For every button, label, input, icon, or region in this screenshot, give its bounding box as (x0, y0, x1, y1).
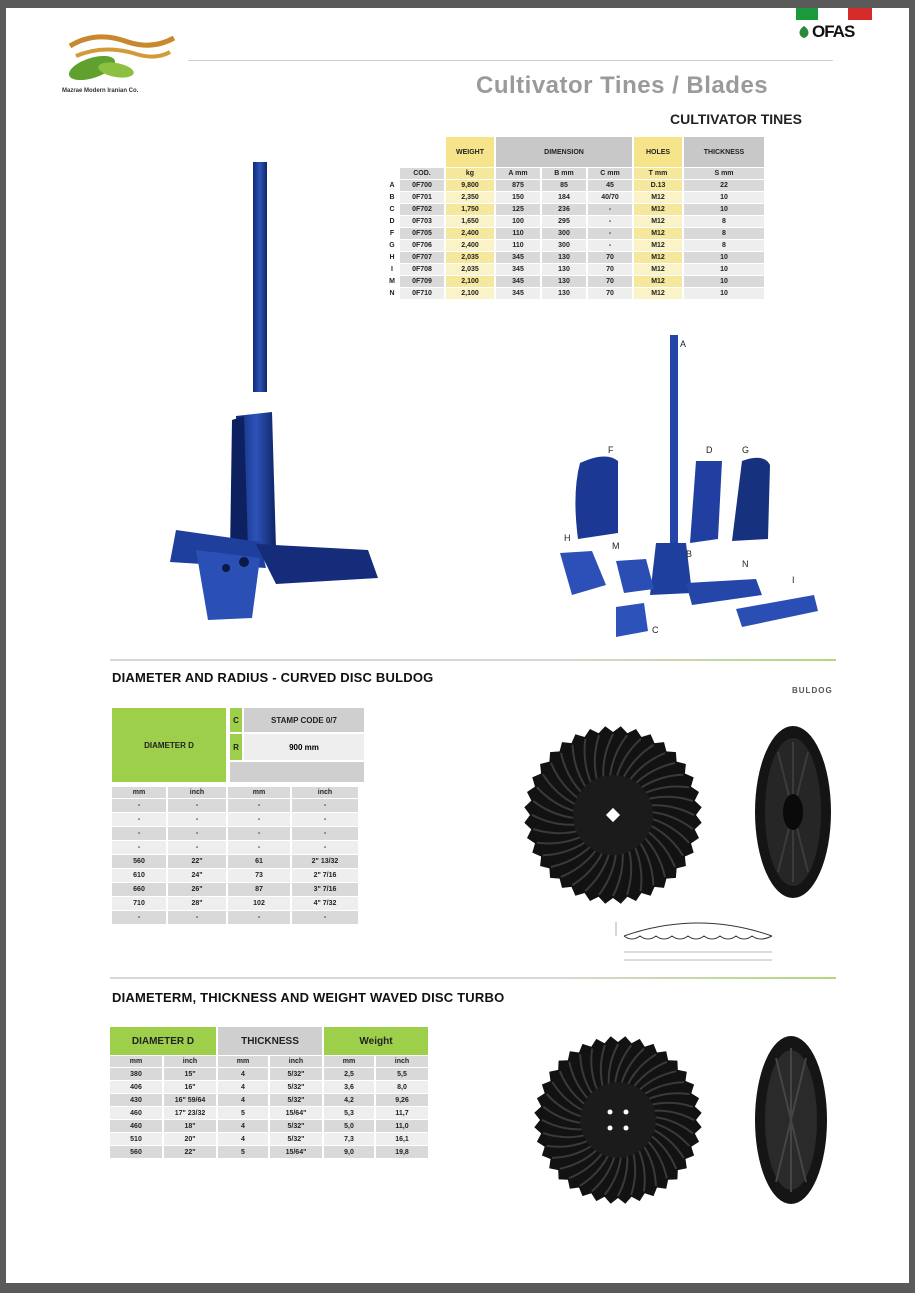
table-cell: 16,1 (376, 1133, 428, 1145)
table-cell: 70 (588, 276, 632, 287)
row-letter: F (389, 230, 395, 237)
tine-parts-image (546, 333, 826, 643)
buldog-row (112, 827, 358, 840)
table-cell: 9,0 (324, 1146, 374, 1158)
table-cell: - (292, 813, 358, 826)
table-cell: 15" (164, 1068, 216, 1080)
table-cell: 1,750 (446, 204, 494, 215)
table-cell: 0F705 (400, 228, 444, 239)
table-cell: - (588, 228, 632, 239)
table-cell: 20" (164, 1133, 216, 1145)
part-label-d: D (706, 445, 713, 455)
buldog-row (112, 911, 358, 924)
part-label-g: G (742, 445, 750, 455)
table-cell: 345 (496, 252, 540, 263)
table-cell: 125 (496, 204, 540, 215)
part-label-i: I (792, 575, 795, 585)
table-cell: - (292, 799, 358, 812)
table-cell: 5/32" (270, 1094, 322, 1106)
table-cell: M12 (634, 216, 682, 227)
buldog-row (112, 897, 358, 910)
tines-row (386, 240, 764, 251)
table-cell: 7,3 (324, 1133, 374, 1145)
table-cell: 5/32" (270, 1133, 322, 1145)
table-cell: 110 (496, 228, 540, 239)
table-cell: 11,0 (376, 1120, 428, 1132)
col-kg: kg (446, 168, 494, 179)
table-cell: - (112, 841, 166, 854)
turbo-row (110, 1081, 428, 1093)
table-cell: 5 (218, 1146, 268, 1158)
stamp-code: STAMP CODE 0/7 (244, 708, 364, 732)
table-cell: 345 (496, 276, 540, 287)
table-cell: - (112, 813, 166, 826)
table-cell: - (228, 813, 290, 826)
table-cell: 406 (110, 1081, 162, 1093)
table-cell: 2,100 (446, 288, 494, 299)
table-cell: D.13 (634, 180, 682, 191)
table-cell: 70 (588, 264, 632, 275)
table-cell: - (112, 911, 166, 924)
tines-row (386, 192, 764, 203)
table-cell: 2" 7/16 (292, 869, 358, 882)
buldog-unit-inch: inch (168, 787, 226, 798)
row-letter: G (389, 242, 395, 249)
tines-row (386, 204, 764, 215)
table-cell: 1,650 (446, 216, 494, 227)
table-cell: 130 (542, 252, 586, 263)
table-cell: 460 (110, 1107, 162, 1119)
col-c: C mm (588, 168, 632, 179)
turbo-unit-0: mm (110, 1056, 162, 1067)
table-cell: 300 (542, 228, 586, 239)
table-cell: 0F710 (400, 288, 444, 299)
part-label-n: N (742, 559, 749, 569)
table-cell: - (228, 827, 290, 840)
table-cell: M12 (634, 240, 682, 251)
buldog-section-title: DIAMETER AND RADIUS - CURVED DISC BULDOG (112, 670, 434, 685)
table-cell: M12 (634, 204, 682, 215)
table-cell: 345 (496, 264, 540, 275)
row-letter: N (389, 290, 395, 297)
part-label-a: A (680, 339, 687, 349)
table-cell: - (292, 911, 358, 924)
turbo-unit-3: inch (270, 1056, 322, 1067)
turbo-unit-5: inch (376, 1056, 428, 1067)
table-cell: - (228, 911, 290, 924)
table-cell: 236 (542, 204, 586, 215)
turbo-unit-4: mm (324, 1056, 374, 1067)
part-label-b: B (686, 549, 693, 559)
table-cell: M12 (634, 252, 682, 263)
table-cell: - (292, 827, 358, 840)
partner-logo (796, 8, 876, 48)
table-cell: 3,6 (324, 1081, 374, 1093)
table-cell: - (588, 240, 632, 251)
buldog-unit-mm: mm (112, 787, 166, 798)
row-letter: H (389, 254, 395, 261)
table-cell: 875 (496, 180, 540, 191)
table-cell: - (112, 827, 166, 840)
table-cell: 710 (112, 897, 166, 910)
table-cell: 5/32" (270, 1120, 322, 1132)
buldog-row (112, 841, 358, 854)
table-cell: 45 (588, 180, 632, 191)
header-rule (188, 60, 833, 61)
turbo-weight-header: Weight (324, 1027, 428, 1055)
table-cell: 4 (218, 1081, 268, 1093)
col-s: S mm (684, 168, 764, 179)
turbo-row (110, 1120, 428, 1132)
table-cell: 610 (112, 869, 166, 882)
turbo-row (110, 1068, 428, 1080)
table-cell: 18" (164, 1120, 216, 1132)
table-cell: 430 (110, 1094, 162, 1106)
turbo-row (110, 1094, 428, 1106)
table-cell: 10 (684, 192, 764, 203)
turbo-unit-1: inch (164, 1056, 216, 1067)
col-a: A mm (496, 168, 540, 179)
table-cell: 4 (218, 1133, 268, 1145)
table-cell: 16" 59/64 (164, 1094, 216, 1106)
col-cod: COD. (400, 168, 444, 179)
table-cell: 11,7 (376, 1107, 428, 1119)
table-cell: 4" 7/32 (292, 897, 358, 910)
table-cell: M12 (634, 276, 682, 287)
buldog-table (112, 708, 368, 925)
table-cell: 85 (542, 180, 586, 191)
company-logo (56, 22, 186, 102)
part-label-f: F (608, 445, 614, 455)
table-cell: - (588, 204, 632, 215)
table-cell: 0F708 (400, 264, 444, 275)
table-cell: 380 (110, 1068, 162, 1080)
table-cell: 9,800 (446, 180, 494, 191)
row-letter: D (389, 218, 395, 225)
table-cell: 15/64" (270, 1146, 322, 1158)
weight-header: WEIGHT (446, 137, 494, 167)
turbo-row (110, 1107, 428, 1119)
part-label-m: M (612, 541, 620, 551)
table-cell: 100 (496, 216, 540, 227)
page-subtitle: CULTIVATOR TINES (670, 111, 802, 127)
table-cell: 0F706 (400, 240, 444, 251)
ofas-leaf-icon (796, 25, 812, 39)
table-cell: 8 (684, 216, 764, 227)
table-cell: 5 (218, 1107, 268, 1119)
buldog-row (112, 869, 358, 882)
table-cell: 87 (228, 883, 290, 896)
italian-flag-icon (796, 8, 876, 22)
table-cell: M12 (634, 264, 682, 275)
page-title: Cultivator Tines / Blades (476, 72, 769, 99)
turbo-section-title: DIAMETERM, THICKNESS AND WEIGHT WAVED DISC TURBO (112, 990, 505, 1005)
table-cell: - (168, 799, 226, 812)
buldog-row (112, 799, 358, 812)
table-cell: 5,3 (324, 1107, 374, 1119)
table-cell: 2,100 (446, 276, 494, 287)
table-cell: 0F703 (400, 216, 444, 227)
table-cell: 300 (542, 240, 586, 251)
table-cell: - (168, 827, 226, 840)
table-cell: M12 (634, 192, 682, 203)
radius-value: 900 mm (244, 734, 364, 760)
table-cell: 110 (496, 240, 540, 251)
table-cell: - (228, 841, 290, 854)
table-cell: 4 (218, 1120, 268, 1132)
table-cell: 345 (496, 288, 540, 299)
table-cell: 22 (684, 180, 764, 191)
turbo-unit-2: mm (218, 1056, 268, 1067)
table-cell: 10 (684, 264, 764, 275)
holes-header: HOLES (634, 137, 682, 167)
catalog-page (6, 8, 909, 1283)
tines-table (384, 136, 766, 300)
table-cell: 130 (542, 276, 586, 287)
tines-row (386, 180, 764, 191)
table-cell: 19,8 (376, 1146, 428, 1158)
table-cell: 4 (218, 1094, 268, 1106)
row-letter: M (389, 278, 395, 285)
table-cell: 5,5 (376, 1068, 428, 1080)
part-label-c: C (652, 625, 659, 635)
table-cell: 2,035 (446, 252, 494, 263)
turbo-table (108, 1026, 430, 1159)
table-cell: - (292, 841, 358, 854)
part-label-h: H (564, 533, 571, 543)
table-cell: 0F702 (400, 204, 444, 215)
table-cell: 10 (684, 288, 764, 299)
section-divider-buldog (110, 659, 836, 661)
table-cell: 2,400 (446, 240, 494, 251)
table-cell: 4 (218, 1068, 268, 1080)
table-cell: 560 (112, 855, 166, 868)
table-cell: 8 (684, 228, 764, 239)
table-cell: 2,350 (446, 192, 494, 203)
table-cell: 73 (228, 869, 290, 882)
table-cell: 460 (110, 1120, 162, 1132)
table-cell: 10 (684, 204, 764, 215)
table-cell: 5,0 (324, 1120, 374, 1132)
table-cell: 2,400 (446, 228, 494, 239)
thickness-header: THICKNESS (684, 137, 764, 167)
tines-row (386, 252, 764, 263)
table-cell: 26" (168, 883, 226, 896)
row-letter: I (391, 266, 393, 273)
table-cell: 130 (542, 264, 586, 275)
table-cell: - (588, 216, 632, 227)
buldog-side-label: BULDOG (792, 686, 833, 695)
table-cell: 295 (542, 216, 586, 227)
col-b: B mm (542, 168, 586, 179)
buldog-row (112, 883, 358, 896)
table-cell: 24" (168, 869, 226, 882)
turbo-diameter-header: DIAMETER D (110, 1027, 216, 1055)
table-cell: 5/32" (270, 1081, 322, 1093)
table-cell: 560 (110, 1146, 162, 1158)
row-letter: C (389, 206, 395, 213)
table-cell: 70 (588, 252, 632, 263)
table-cell: 70 (588, 288, 632, 299)
table-cell: M12 (634, 288, 682, 299)
table-cell: 9,26 (376, 1094, 428, 1106)
partner-name: OFAS (812, 22, 855, 41)
table-cell: 3" 7/16 (292, 883, 358, 896)
r-label: R (230, 734, 242, 760)
dimension-header: DIMENSION (496, 137, 632, 167)
table-cell: - (228, 799, 290, 812)
table-cell: - (112, 799, 166, 812)
row-letter: B (389, 194, 395, 201)
turbo-row (110, 1133, 428, 1145)
table-cell: - (168, 841, 226, 854)
table-cell: 0F709 (400, 276, 444, 287)
buldog-disc-front-image (522, 724, 704, 906)
table-cell: 17" 23/32 (164, 1107, 216, 1119)
table-cell: 2,035 (446, 264, 494, 275)
table-cell: 15/64" (270, 1107, 322, 1119)
tines-row (386, 288, 764, 299)
table-cell: 16" (164, 1081, 216, 1093)
table-cell: 660 (112, 883, 166, 896)
table-cell: 10 (684, 252, 764, 263)
table-cell: 510 (110, 1133, 162, 1145)
table-cell: 61 (228, 855, 290, 868)
table-cell: 184 (542, 192, 586, 203)
buldog-row (112, 813, 358, 826)
table-cell: 22" (164, 1146, 216, 1158)
buldog-diameter-header: DIAMETER D (112, 708, 226, 782)
table-cell: M12 (634, 228, 682, 239)
tines-row (386, 216, 764, 227)
buldog-disc-side-image (748, 722, 838, 902)
c-label: C (230, 708, 242, 732)
table-cell: 28" (168, 897, 226, 910)
table-cell: 10 (684, 276, 764, 287)
col-t: T mm (634, 168, 682, 179)
buldog-unit-mm-c: mm (228, 787, 290, 798)
tines-row (386, 228, 764, 239)
disc-profile-diagram (612, 912, 784, 968)
turbo-thickness-header: THICKNESS (218, 1027, 322, 1055)
turbo-disc-front-image (532, 1034, 704, 1206)
table-cell: 2" 13/32 (292, 855, 358, 868)
table-cell: 40/70 (588, 192, 632, 203)
buldog-unit-inch-c: inch (292, 787, 358, 798)
tine-assembly-image (156, 158, 386, 628)
section-divider-turbo (110, 977, 836, 979)
table-cell: 130 (542, 288, 586, 299)
table-cell: 0F701 (400, 192, 444, 203)
table-cell: 150 (496, 192, 540, 203)
table-cell: 0F700 (400, 180, 444, 191)
turbo-disc-side-image (750, 1032, 832, 1208)
logo-caption: Mazrae Modern Iranian Co. (62, 88, 139, 94)
table-cell: 22" (168, 855, 226, 868)
table-cell: 0F707 (400, 252, 444, 263)
table-cell: 102 (228, 897, 290, 910)
tines-row (386, 264, 764, 275)
table-cell: 8 (684, 240, 764, 251)
leaf-logo-icon (56, 22, 186, 82)
table-cell: 5/32" (270, 1068, 322, 1080)
table-cell: - (168, 813, 226, 826)
tines-row (386, 276, 764, 287)
table-cell: - (168, 911, 226, 924)
table-cell: 2,5 (324, 1068, 374, 1080)
table-cell: 4,2 (324, 1094, 374, 1106)
row-letter: A (389, 182, 395, 189)
buldog-row (112, 855, 358, 868)
table-cell: 8,0 (376, 1081, 428, 1093)
turbo-row (110, 1146, 428, 1158)
